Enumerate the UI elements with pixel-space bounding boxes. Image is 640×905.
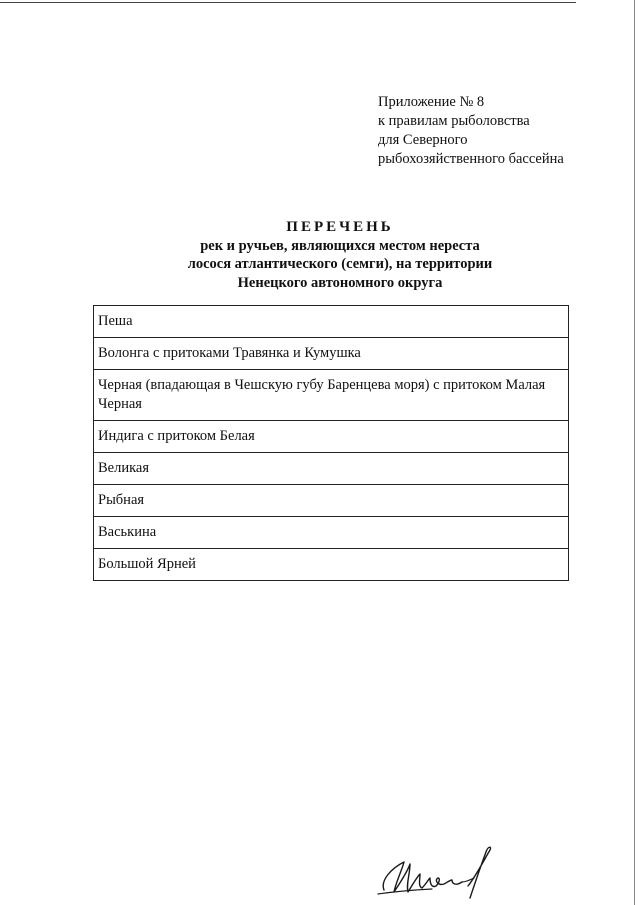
table-row [94, 453, 569, 485]
page-edge-right [634, 0, 635, 905]
heading-line-3: Ненецкого автономного округа [237, 274, 443, 291]
page-edge-top [0, 2, 576, 3]
table-row [94, 370, 569, 421]
river-name-cell: Индига с притоком Белая [94, 421, 569, 453]
river-name-cell: Пеша [94, 306, 569, 338]
handwritten-signature [372, 840, 502, 905]
table-row [94, 421, 569, 453]
table-row [94, 549, 569, 581]
annex-line-2: к правилам рыболовства [378, 113, 530, 129]
table-row [94, 517, 569, 549]
river-name-cell: Великая [94, 453, 569, 485]
river-name-cell: Черная (впадающая в Чешскую губу Баренцева моря) с притоком Малая Черная [94, 370, 569, 421]
annex-line-4: рыбохозяйственного бассейна [378, 151, 564, 167]
river-name-cell: Васькина [94, 517, 569, 549]
table-row [94, 338, 569, 370]
heading-line-2: лосося атлантического (семги), на территории [187, 256, 493, 272]
annex-block [378, 93, 564, 169]
heading-line-1: рек и ручьев, являющихся местом нереста [200, 237, 480, 254]
annex-line-3: для Северного [378, 132, 468, 148]
rivers-table [93, 305, 569, 581]
river-name-cell: Большой Ярней [94, 549, 569, 581]
annex-line-1: Приложение № 8 [378, 94, 485, 110]
river-name-cell: Волонга с притоками Травянка и Кумушка [94, 338, 569, 370]
table-row [94, 485, 569, 517]
document-heading [120, 218, 560, 292]
river-name-cell: Рыбная [94, 485, 569, 517]
document-title: ПЕРЕЧЕНЬ [286, 219, 394, 235]
table-row [94, 306, 569, 338]
